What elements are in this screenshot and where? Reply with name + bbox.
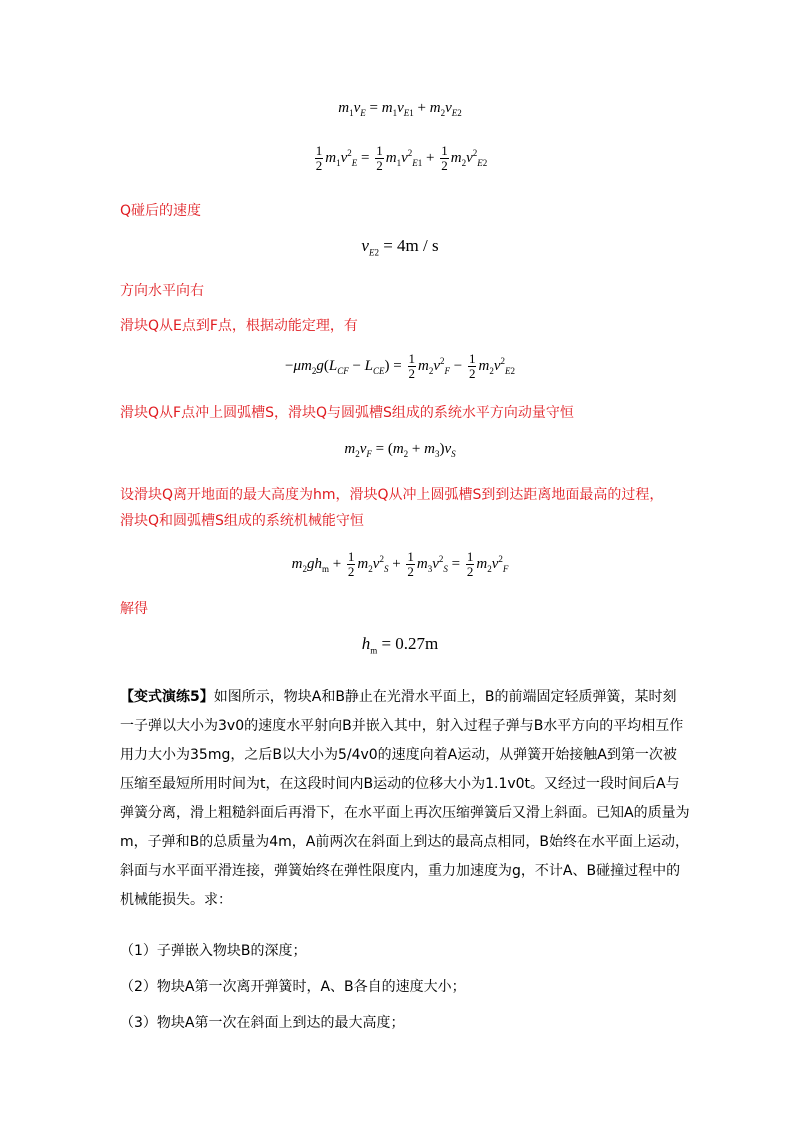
label-height-line2: 滑块Q和圆弧槽S组成的系统机械能守恒 — [120, 513, 364, 529]
label-q-velocity: Q碰后的速度 — [120, 203, 202, 219]
label-e-to-f: 滑块Q从E点到F点，根据动能定理，有 — [120, 318, 358, 334]
equation-momentum2: $m_2v_F = (m_2 + m_3)v_S$ — [344, 441, 456, 459]
label-momentum-conserve: 滑块Q从F点冲上圆弧槽S，滑块Q与圆弧槽S组成的系统水平方向动量守恒 — [120, 405, 574, 421]
label-direction: 方向水平向右 — [120, 283, 204, 299]
equation-energy: $\frac{1}{2}$ $m_1v^2_E$ = $\frac{1}{2}$ $m_1v^2_{E1}$ + $\frac{1}{2}$ $m_2v^2_{E2}$ — [315, 143, 488, 173]
problem-paragraph — [120, 683, 690, 915]
equation-mech-energy: $m_2gh_m$ + $\frac{1}{2}$ $m_2v^2_S$ + $\frac{1}{2}$ $m_3v^2_S$ = $\frac{1}{2}$ $m_2v^2_F$ — [291, 549, 509, 579]
question-2: （2）物块A第一次离开弹簧时，A、B各自的速度大小； — [120, 979, 466, 995]
equation-ve2: $v_{E2} = 4m / s$ — [361, 236, 439, 258]
question-3: （3）物块A第一次在斜面上到达的最大高度； — [120, 1015, 405, 1031]
equation-work-energy: $-\mu m_2g(L_{CF} - L_{CE})$ = $\frac{1}{2}$ $m_2v^2_F$ − $\frac{1}{2}$ $m_2v^2_{E2}$ — [285, 351, 515, 381]
equation-result: $h_m = 0.27m$ — [361, 634, 439, 656]
problem-text: 如图所示，物块A和B静止在光滑水平面上，B的前端固定轻质弹簧，某时刻一子弹以大小为3v0的速度水平射向B并嵌入其中，射入过程子弹与B水平方向的平均相互作用力大小为35mg，之后B以大小为5/4v0的速度向着A运动，从弹簧开始接触A到第一次被压缩至最短所用时间为t，在这段时间内B运动的位移大小为1.1v0t。又经过一段时间后A与弹簧分离，滑上粗糙斜面后再滑下，在水平面上再次压缩弹簧后又滑上斜面。已知A的质量为m，子弹和B的总质量为4m，A前两次在斜面上到达的最高点相同，B始终在水平面上运动，斜面与水平面平滑连接，弹簧始终在弹性限度内，重力加速度为g，不计A、B碰撞过程中的机械能损失。求： — [120, 689, 690, 908]
equation-momentum: $m_1v_E = m_1v_{E1} + m_2v_{E2}$ — [338, 100, 462, 118]
label-solve: 解得 — [120, 601, 148, 617]
problem-title: 【变式演练5】 — [120, 689, 214, 705]
question-1: （1）子弹嵌入物块B的深度； — [120, 943, 307, 959]
label-height-line1: 设滑块Q离开地面的最大高度为hm，滑块Q从冲上圆弧槽S到到达距离地面最高的过程， — [120, 487, 664, 503]
